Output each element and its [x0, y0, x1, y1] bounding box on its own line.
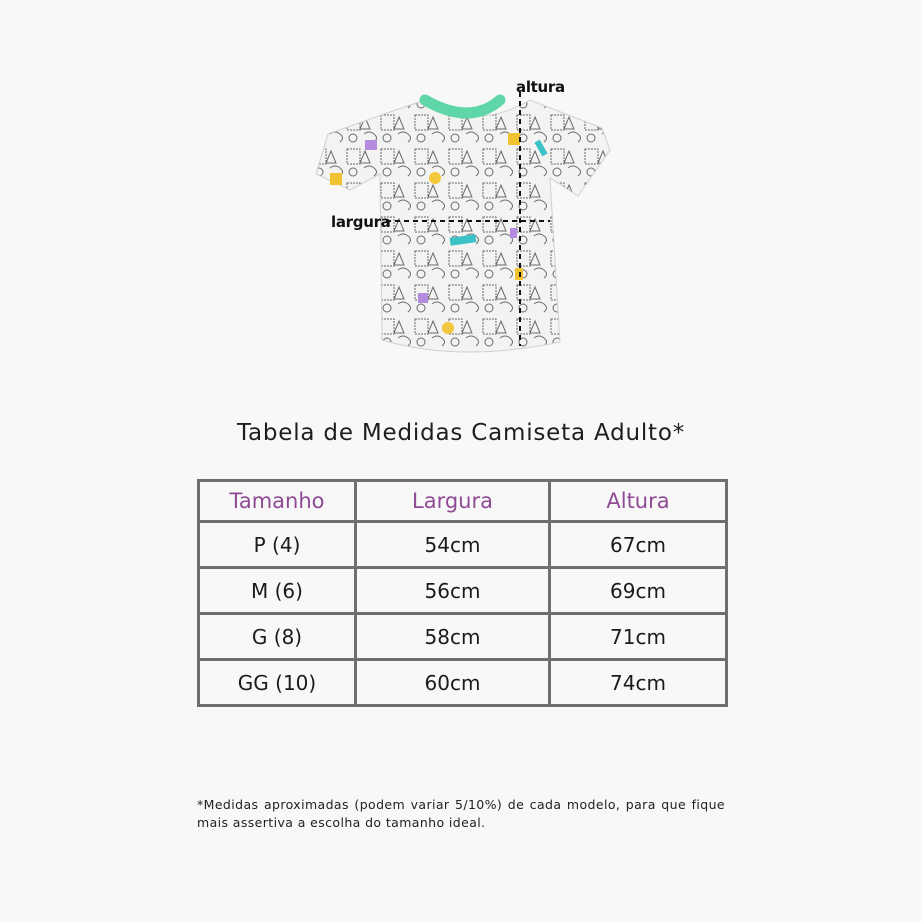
cell-size: M (6) — [199, 568, 356, 614]
cell-height: 71cm — [550, 614, 727, 660]
cell-size: P (4) — [199, 522, 356, 568]
footnote: *Medidas aproximadas (podem variar 5/10%) de cada modelo, para que fique mais assertiva a escolha do tamanho ideal. — [197, 797, 725, 830]
purple-sticker-icon — [365, 140, 377, 150]
camera-sticker-icon — [330, 173, 342, 185]
purple-sticker2-icon — [510, 228, 517, 238]
cell-height: 67cm — [550, 522, 727, 568]
cell-width: 56cm — [356, 568, 550, 614]
cell-width: 60cm — [356, 660, 550, 706]
altura-label: altura — [516, 78, 565, 96]
cell-width: 58cm — [356, 614, 550, 660]
page-title: Tabela de Medidas Camiseta Adulto* — [236, 420, 686, 446]
table-row — [199, 568, 727, 614]
duck-sticker-icon — [429, 172, 441, 184]
table-header-row — [199, 481, 727, 522]
cell-size: GG (10) — [199, 660, 356, 706]
largura-label: largura — [331, 213, 391, 231]
cell-size: G (8) — [199, 614, 356, 660]
duck-sticker2-icon — [442, 322, 454, 334]
cell-width: 54cm — [356, 522, 550, 568]
header-altura: Altura — [550, 481, 727, 522]
table-row — [199, 522, 727, 568]
size-table — [197, 479, 728, 707]
yellow-sticker-icon — [508, 133, 520, 145]
table-row — [199, 660, 727, 706]
header-tamanho: Tamanho — [199, 481, 356, 522]
cell-height: 69cm — [550, 568, 727, 614]
header-largura: Largura — [356, 481, 550, 522]
purple-sticker3-icon — [418, 293, 428, 303]
table-row — [199, 614, 727, 660]
cell-height: 74cm — [550, 660, 727, 706]
